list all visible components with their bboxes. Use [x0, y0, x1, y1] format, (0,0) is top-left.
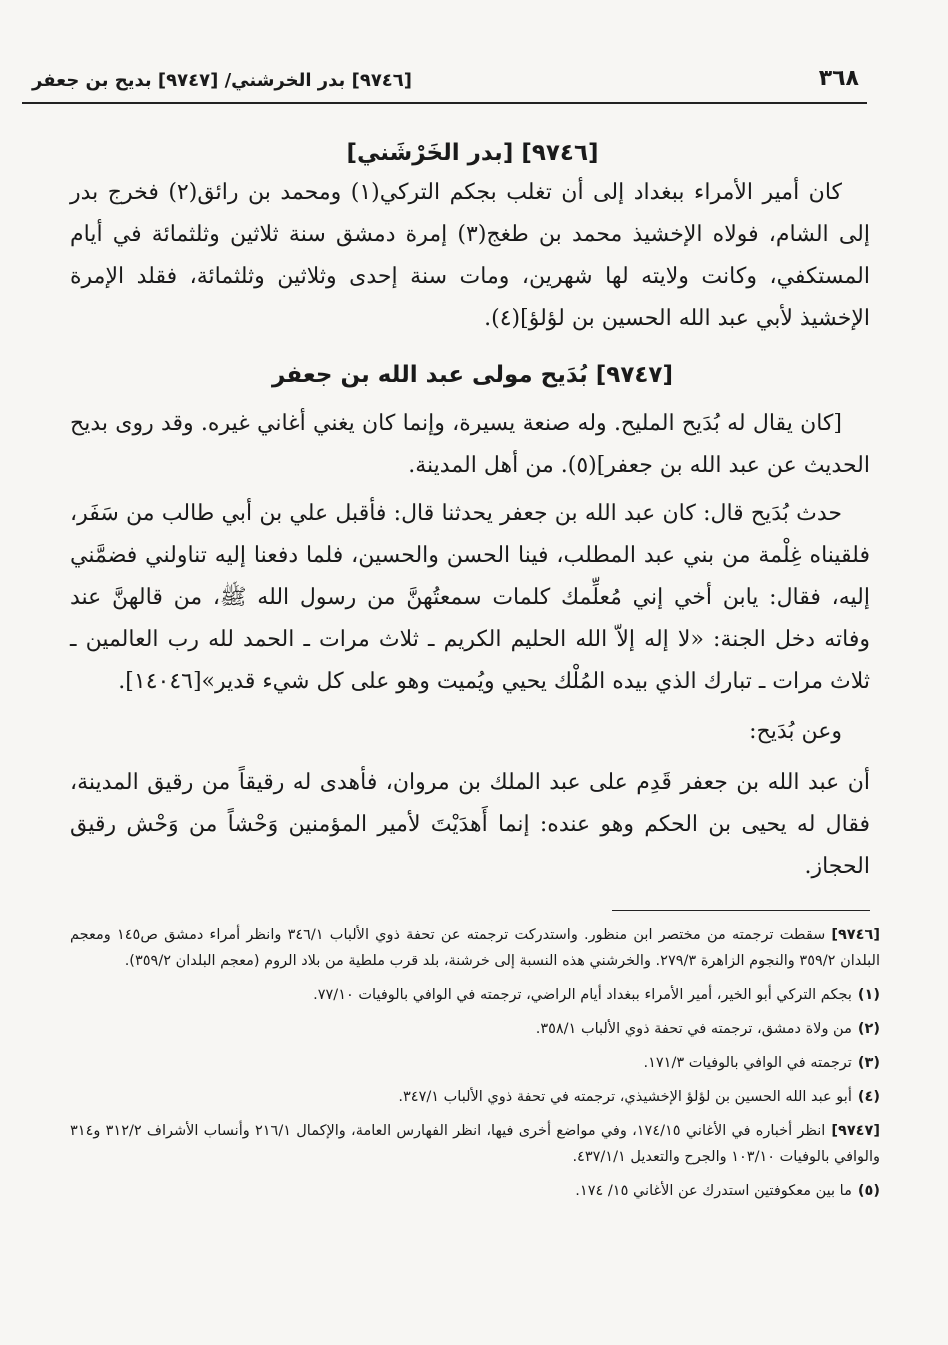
footnote-item	[70, 1084, 880, 1110]
footnote-item	[70, 1178, 880, 1204]
footnote-marker: [٩٧٤٦]	[831, 927, 880, 943]
entry-9747-text-4: أن عبد الله بن جعفر قَدِم على عبد الملك بن مروان، فأهدى له رقيقاً من رقيق المدينة، فقال له يحيى بن الحكم وهو عنده: إنما أَهدَيْتَ لأمير المؤمنين وَحْشاً من وَحْش رقيق الحجاز.	[70, 770, 870, 879]
footnote-text: سقطت ترجمته من مختصر ابن منظور. واستدركت ترجمته عن تحفة ذوي الألباب ٣٤٦/١ وانظر أمراء دمشق ص١٤٥ ومعجم البلدان ٣٥٩/٢ والنجوم الزاهرة ٢٧٩/٣. والخرشني هذه النسبة إلى خرشنة، بلد قرب ملطية من بلاد الروم (معجم البلدان ٣٥٩/٢).	[70, 927, 880, 969]
footnote-marker: (٥)	[857, 1183, 880, 1199]
entry-9747-paragraph-3	[70, 711, 870, 753]
footnote-separator	[612, 910, 870, 911]
footnote-item	[70, 1050, 880, 1076]
footnote-text: بجكم التركي أبو الخير، أمير الأمراء ببغداد أيام الراضي، ترجمته في الوافي بالوفيات ٧٧/١٠.	[313, 987, 852, 1003]
footnote-marker: (١)	[857, 987, 880, 1003]
footnote-item	[70, 982, 880, 1008]
header-title: [٩٧٤٦] بدر الخرشني/ [٩٧٤٧] بديح بن جعفر	[32, 70, 413, 91]
running-header	[22, 62, 867, 104]
entry-9746-paragraph	[70, 172, 870, 340]
footnote-item	[70, 922, 880, 974]
footnotes	[70, 922, 880, 1204]
footnote-marker: (٤)	[857, 1089, 880, 1105]
entry-9747-text-3: وعن بُدَيح:	[749, 719, 842, 744]
footnote-text: أبو عبد الله الحسين بن لؤلؤ الإخشيذي، ترجمته في تحفة ذوي الألباب ٣٤٧/١.	[398, 1089, 852, 1105]
page-number: ٣٦٨	[818, 66, 859, 91]
footnote-text: ما بين معكوفتين استدرك عن الأغاني ١٥/ ١٧٤.	[575, 1183, 852, 1199]
footnote-marker: (٢)	[857, 1021, 880, 1037]
entry-heading-9746: [٩٧٤٦] [بدر الخَرْشَني]	[346, 140, 599, 166]
footnote-text: انظر أخباره في الأغاني ١٧٤/١٥، وفي مواضع أخرى فيها، انظر الفهارس العامة، والإكمال ٢١٦/١ وأنساب الأشراف ٣١٢/٢ و٣١٤ والوافي بالوفيات ١٠٣/١٠ والجرح والتعديل ٤٣٧/١/١.	[70, 1123, 880, 1165]
footnote-text: ترجمته في الوافي بالوفيات ١٧١/٣.	[643, 1055, 852, 1071]
entry-heading-9747: [٩٧٤٧] بُدَيح مولى عبد الله بن جعفر	[272, 362, 673, 388]
entry-9746-text: كان أمير الأمراء ببغداد إلى أن تغلب بجكم التركي(١) ومحمد بن رائق(٢) فخرج بدر إلى الشام، فولاه الإخشيذ محمد بن طغج(٣) إمرة دمشق سنة ثلاثين وثلثمائة في أيام المستكفي، وكانت ولايته لها شهرين، ومات سنة إحدى وثلاثين وثلثمائة، فقلد الإمرة الإخشيذ لأبي عبد الله الحسين بن لؤلؤ](٤).	[70, 180, 870, 331]
footnote-text: من ولاة دمشق، ترجمته في تحفة ذوي الألباب ٣٥٨/١.	[535, 1021, 852, 1037]
entry-9747-paragraph-2	[70, 493, 870, 703]
entry-9747-text-2: حدث بُدَيح قال: كان عبد الله بن جعفر يحدثنا قال: فأقبل علي بن أبي طالب من سَفَر، فلقيناه غِلْمة من بني عبد المطلب، فينا الحسن والحسين، فلما دفعنا إليه تناولني فضمَّني إليه، فقال: يابن أخي إني مُعلِّمك كلمات سمعتُهنَّ من رسول الله ﷺ، من قالهنَّ عند وفاته دخل الجنة: «لا إله إلاّ الله الحليم الكريم ـ ثلاث مرات ـ الحمد لله رب العالمين ـ ثلاث مرات ـ تبارك الذي بيده المُلْك يحيي ويُميت وهو على كل شيء قدير»[١٤٠٤٦].	[70, 501, 870, 694]
entry-9747-paragraph-1	[70, 403, 870, 487]
entry-9747-text-1: [كان يقال له بُدَيح المليح. وله صنعة يسيرة، وإنما كان يغني أغاني غيره. وقد روى بديح الحديث عن عبد الله بن جعفر](٥). من أهل المدينة.	[70, 411, 870, 478]
footnote-item	[70, 1118, 880, 1170]
footnote-marker: (٣)	[857, 1055, 880, 1071]
footnote-marker: [٩٧٤٧]	[831, 1123, 881, 1139]
entry-9747-paragraph-4	[70, 762, 870, 888]
footnote-item	[70, 1016, 880, 1042]
